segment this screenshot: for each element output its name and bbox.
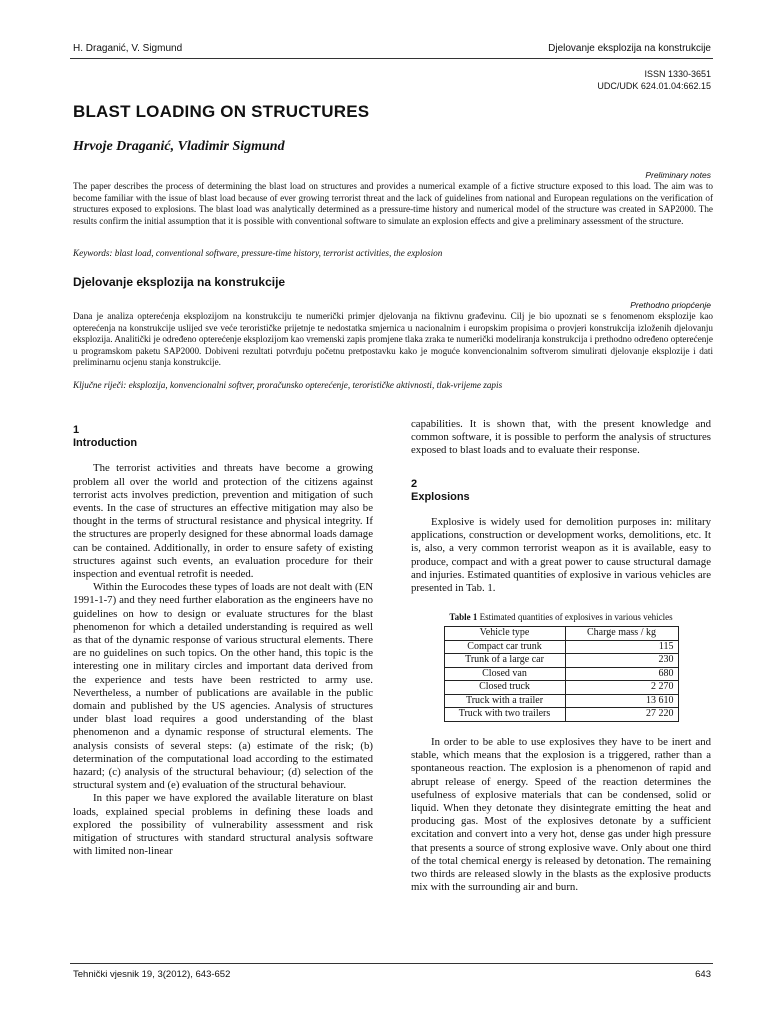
table-1 — [444, 626, 679, 722]
paragraph: Within the Eurocodes these types of loads are not dealt with (EN 1991-1-7) and they need further elaboration as the engineers have no guidelines on how to design or evaluate structures for the blast phenomenon for which a detailed understanding is required as well as that of the dynamic response of various structural elements. There are no guidelines on such topics. On the other hand, this topic is the interesting one in military circles and important data derived from the experience and tests have been restricted to army use. Nevertheless, a number of publications are available in the public domain and published by the US agencies. Analysis of structures under blast load requires a good understanding of the blast phenomenon and a dynamic response of structural elements. The analysis consists of several steps: (a) estimate of the risk; (b) determination of the computational load according to the estimated hazard; (c) analysis of the structural behaviour; (d) selection of the structural system and (e) evaluation of the structural behaviour. — [73, 581, 373, 792]
paper-type-en: Preliminary notes — [645, 170, 711, 180]
keywords-hr-text: eksplozija, konvencionalni softver, proračunsko opterećenje, terorističke aktivnosti, tlak-vrijeme zapis — [128, 380, 503, 390]
table-cell: 13 610 — [565, 694, 678, 708]
table-cell: 680 — [565, 667, 678, 681]
section-1-title: Introduction — [73, 437, 138, 450]
table-cell: Truck with a trailer — [444, 694, 565, 708]
paper-authors: Hrvoje Draganić, Vladimir Sigmund — [73, 139, 285, 154]
journal-citation: Tehnički vjesnik 19, 3(2012), 643-652 — [73, 969, 231, 980]
table-cell: 115 — [565, 640, 678, 654]
table-cell: 27 220 — [565, 708, 678, 722]
table-cell: Trunk of a large car — [444, 654, 565, 668]
table-row — [444, 640, 678, 654]
keywords-hr-lead: Ključne riječi: — [73, 380, 127, 390]
paragraph: In order to be able to use explosives they have to be inert and stable, which means that the explosion is a triggered, rather than a spontaneous reaction. The explosion is a phenomenon of rapid and abrupt release of energy. Speed of the reaction determines the usefulness of explosive materials that can be condensed, solid or liquid. When they detonate they disintegrate emitting the heat and producing gas. Most of the explosives detonate by a sufficient excitation and convert into a very hot, dense gas under high pressure that presents a source of strong explosive wave. Only about one third of the total chemical energy is released by detonation. The remaining two thirds are released slowly in the blasts as the explosive products mix with the surrounding air and burn. — [411, 735, 711, 894]
table-header-cell: Vehicle type — [444, 627, 565, 641]
paper-title: BLAST LOADING ON STRUCTURES — [73, 102, 370, 121]
header-divider — [70, 58, 713, 59]
table-cell: Closed truck — [444, 681, 565, 695]
table-row — [444, 708, 678, 722]
paper-type-hr: Prethodno priopćenje — [630, 300, 711, 310]
table-row — [444, 694, 678, 708]
table-1-caption — [411, 611, 711, 624]
paragraph: Explosive is widely used for demolition purposes in: military applications, construction or development works, demolitions, etc. It is, also, a very common terrorist weapon as it is available, easy to produce, compact and with a great power to cause structural damage and injuries. Estimated quantities of explosive in various vehicles are presented in Tab. 1. — [411, 516, 711, 595]
paper-title-hr: Djelovanje eksplozija na konstrukcije — [73, 275, 286, 289]
udc-code: UDC/UDK 624.01.04:662.15 — [597, 81, 711, 91]
body-column-left — [73, 418, 373, 859]
table-cell: Compact car trunk — [444, 640, 565, 654]
table-1-caption-text: Estimated quantities of explosives in various vehicles — [479, 612, 673, 623]
keywords-hr — [73, 380, 713, 390]
keywords-en-lead: Keywords: — [73, 248, 113, 258]
section-1-number: 1 — [73, 424, 80, 436]
running-header-title: Djelovanje eksplozija na konstrukcije — [548, 43, 711, 54]
page-number: 643 — [695, 969, 711, 980]
abstract-en: The paper describes the process of determining the blast load on structures and provides a numerical example of a fictive structure exposed to this load. The aim was to become familiar with the issue of blast load because of ever growing terrorist threat and the lack of guidelines from national and European regulations on the verification of structures exposed to explosions. The blast load was analytically determined as a pressure-time history and numerical model of the structure was created in SAP2000. The results confirm the initial assumption that it is possible with conventional software to simulate an explosion effects and give a preliminary assessment of the structure. — [73, 181, 713, 226]
body-column-right — [411, 418, 711, 894]
paragraph-continued: capabilities. It is shown that, with the present knowledge and common software, it is possible to perform the analysis of structures exposed to blast loads and to evaluate their response. — [411, 418, 711, 457]
table-cell: Truck with two trailers — [444, 708, 565, 722]
table-header-cell: Charge mass / kg — [565, 627, 678, 641]
paragraph: In this paper we have explored the available literature on blast loads, explained special problems in defining these loads and explored the possibility of vulnerability assessment and risk mitigation of structures with standard structural analysis software with limited non-linear — [73, 792, 373, 858]
table-1-label: Table 1 — [449, 612, 478, 623]
table-row — [444, 654, 678, 668]
section-2-number: 2 — [411, 477, 418, 490]
table-header-row — [444, 627, 678, 641]
issn: ISSN 1330-3651 — [644, 69, 711, 79]
table-row — [444, 667, 678, 681]
table-row — [444, 681, 678, 695]
table-cell: 2 270 — [565, 681, 678, 695]
table-cell: Closed van — [444, 667, 565, 681]
table-cell: 230 — [565, 654, 678, 668]
keywords-en — [73, 248, 713, 258]
running-header-authors: H. Draganić, V. Sigmund — [73, 43, 183, 54]
footer-divider — [70, 963, 713, 964]
keywords-en-text: blast load, conventional software, pressure-time history, terrorist activities, the explosion — [114, 248, 443, 258]
paragraph: The terrorist activities and threats have become a growing problem all over the world and protection of the citizens against terrorist acts involves prediction, prevention and mitigation of such events. In the case of structures an effective mitigation may also be thought in the terms of structural resistance and physical integrity. If the structures are properly designed for these abnormal loads damage can be contained. Additionally, in order to ensure safety of existing structures against such events, an evaluation procedure for their inspection and eventual retrofit is needed. — [73, 462, 373, 581]
abstract-hr: Dana je analiza opterećenja eksplozijom na konstrukciju te numerički primjer djelovanja na fiktivnu građevinu. Cilj je bio upoznati se s fenomenom eksplozije kao opterećenja na konstrukcije uslijed sve veće terorističke prijetnje te nedostatka smjernica u nacionalnim i europskim propisima o provjeri konstrukcija izloženih djelovanju eksplozija. Analitički je određeno opterećenje eksplozijom kao vremenski zapis promjene tlaka zraka te numerički modeliranja konstrukcija i prethodno određeno opterećenje u programskom paketu SAP2000. Dobiveni rezultati potvrđuju početnu pretpostavku kako je moguće konvencionalnim softverom simulirati djelovanje eksplozije i dati preliminarnu ocjenu stanja konstrukcije. — [73, 311, 713, 368]
section-2-title: Explosions — [411, 490, 470, 503]
